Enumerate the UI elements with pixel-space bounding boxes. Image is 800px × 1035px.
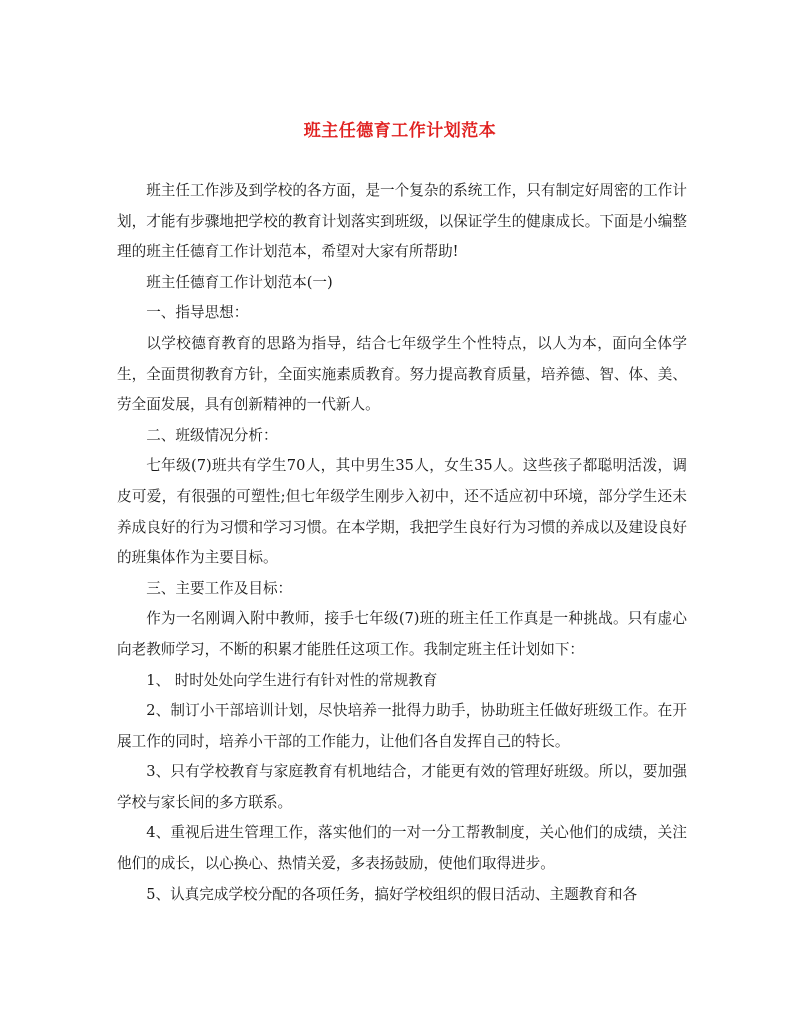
section-heading-class-analysis: 二、班级情况分析： xyxy=(146,426,278,444)
list-item-5: 5、认真完成学校分配的各项任务，搞好学校组织的假日活动、主题教育和各 xyxy=(146,885,638,903)
list-item-1: 1、 时时处处向学生进行有针对性的常规教育 xyxy=(146,671,438,689)
document-title: 班主任德育工作计划范本 xyxy=(303,121,497,141)
section-heading-plan-one: 班主任德育工作计划范本(一) xyxy=(146,273,333,291)
list-item-3: 3、只有学校教育与家庭教育有机地结合，才能更有效的管理好班级。所以，要加强学校与家长间的多方联系。 xyxy=(117,763,687,811)
list-item-4: 4、重视后进生管理工作，落实他们的一对一分工帮教制度，关心他们的成绩，关注他们的成长，以心换心、热情关爱，多表扬鼓励，使他们取得进步。 xyxy=(117,824,687,873)
guiding-ideas-paragraph: 以学校德育教育的思路为指导，结合七年级学生个性特点，以人为本，面向全体学生，全面贯彻教育方针，全面实施素质教育。努力提高教育质量，培养德、智、体、美、劳全面发展，具有创新精神的一代新人。 xyxy=(117,334,687,414)
section-heading-main-work: 三、主要工作及目标： xyxy=(146,579,293,597)
list-item-2: 2、制订小干部培训计划，尽快培养一批得力助手，协助班主任做好班级工作。在开展工作的同时，培养小干部的工作能力，让他们各自发挥自己的特长。 xyxy=(117,702,687,750)
class-analysis-paragraph: 七年级(7)班共有学生70人，其中男生35人，女生35人。这些孩子都聪明活泼，调皮可爱，有很强的可塑性;但七年级学生刚步入初中，还不适应初中环境，部分学生还未养成良好的行为习惯和学习习惯。在本学期，我把学生良好行为习惯的养成以及建设良好的班集体作为主要目标。 xyxy=(117,457,687,567)
section-heading-guiding-ideas: 一、指导思想： xyxy=(146,304,249,322)
document-body xyxy=(117,176,687,910)
intro-paragraph: 班主任工作涉及到学校的各方面，是一个复杂的系统工作，只有制定好周密的工作计划，才能有步骤地把学校的教育计划落实到班级，以保证学生的健康成长。下面是小编整理的班主任德育工作计划范本，希望对大家有所帮助! xyxy=(117,182,687,261)
main-work-intro-paragraph: 作为一名刚调入附中教师，接手七年级(7)班的班主任工作真是一种挑战。只有虚心向老教师学习，不断的积累才能胜任这项工作。我制定班主任计划如下： xyxy=(117,610,687,658)
